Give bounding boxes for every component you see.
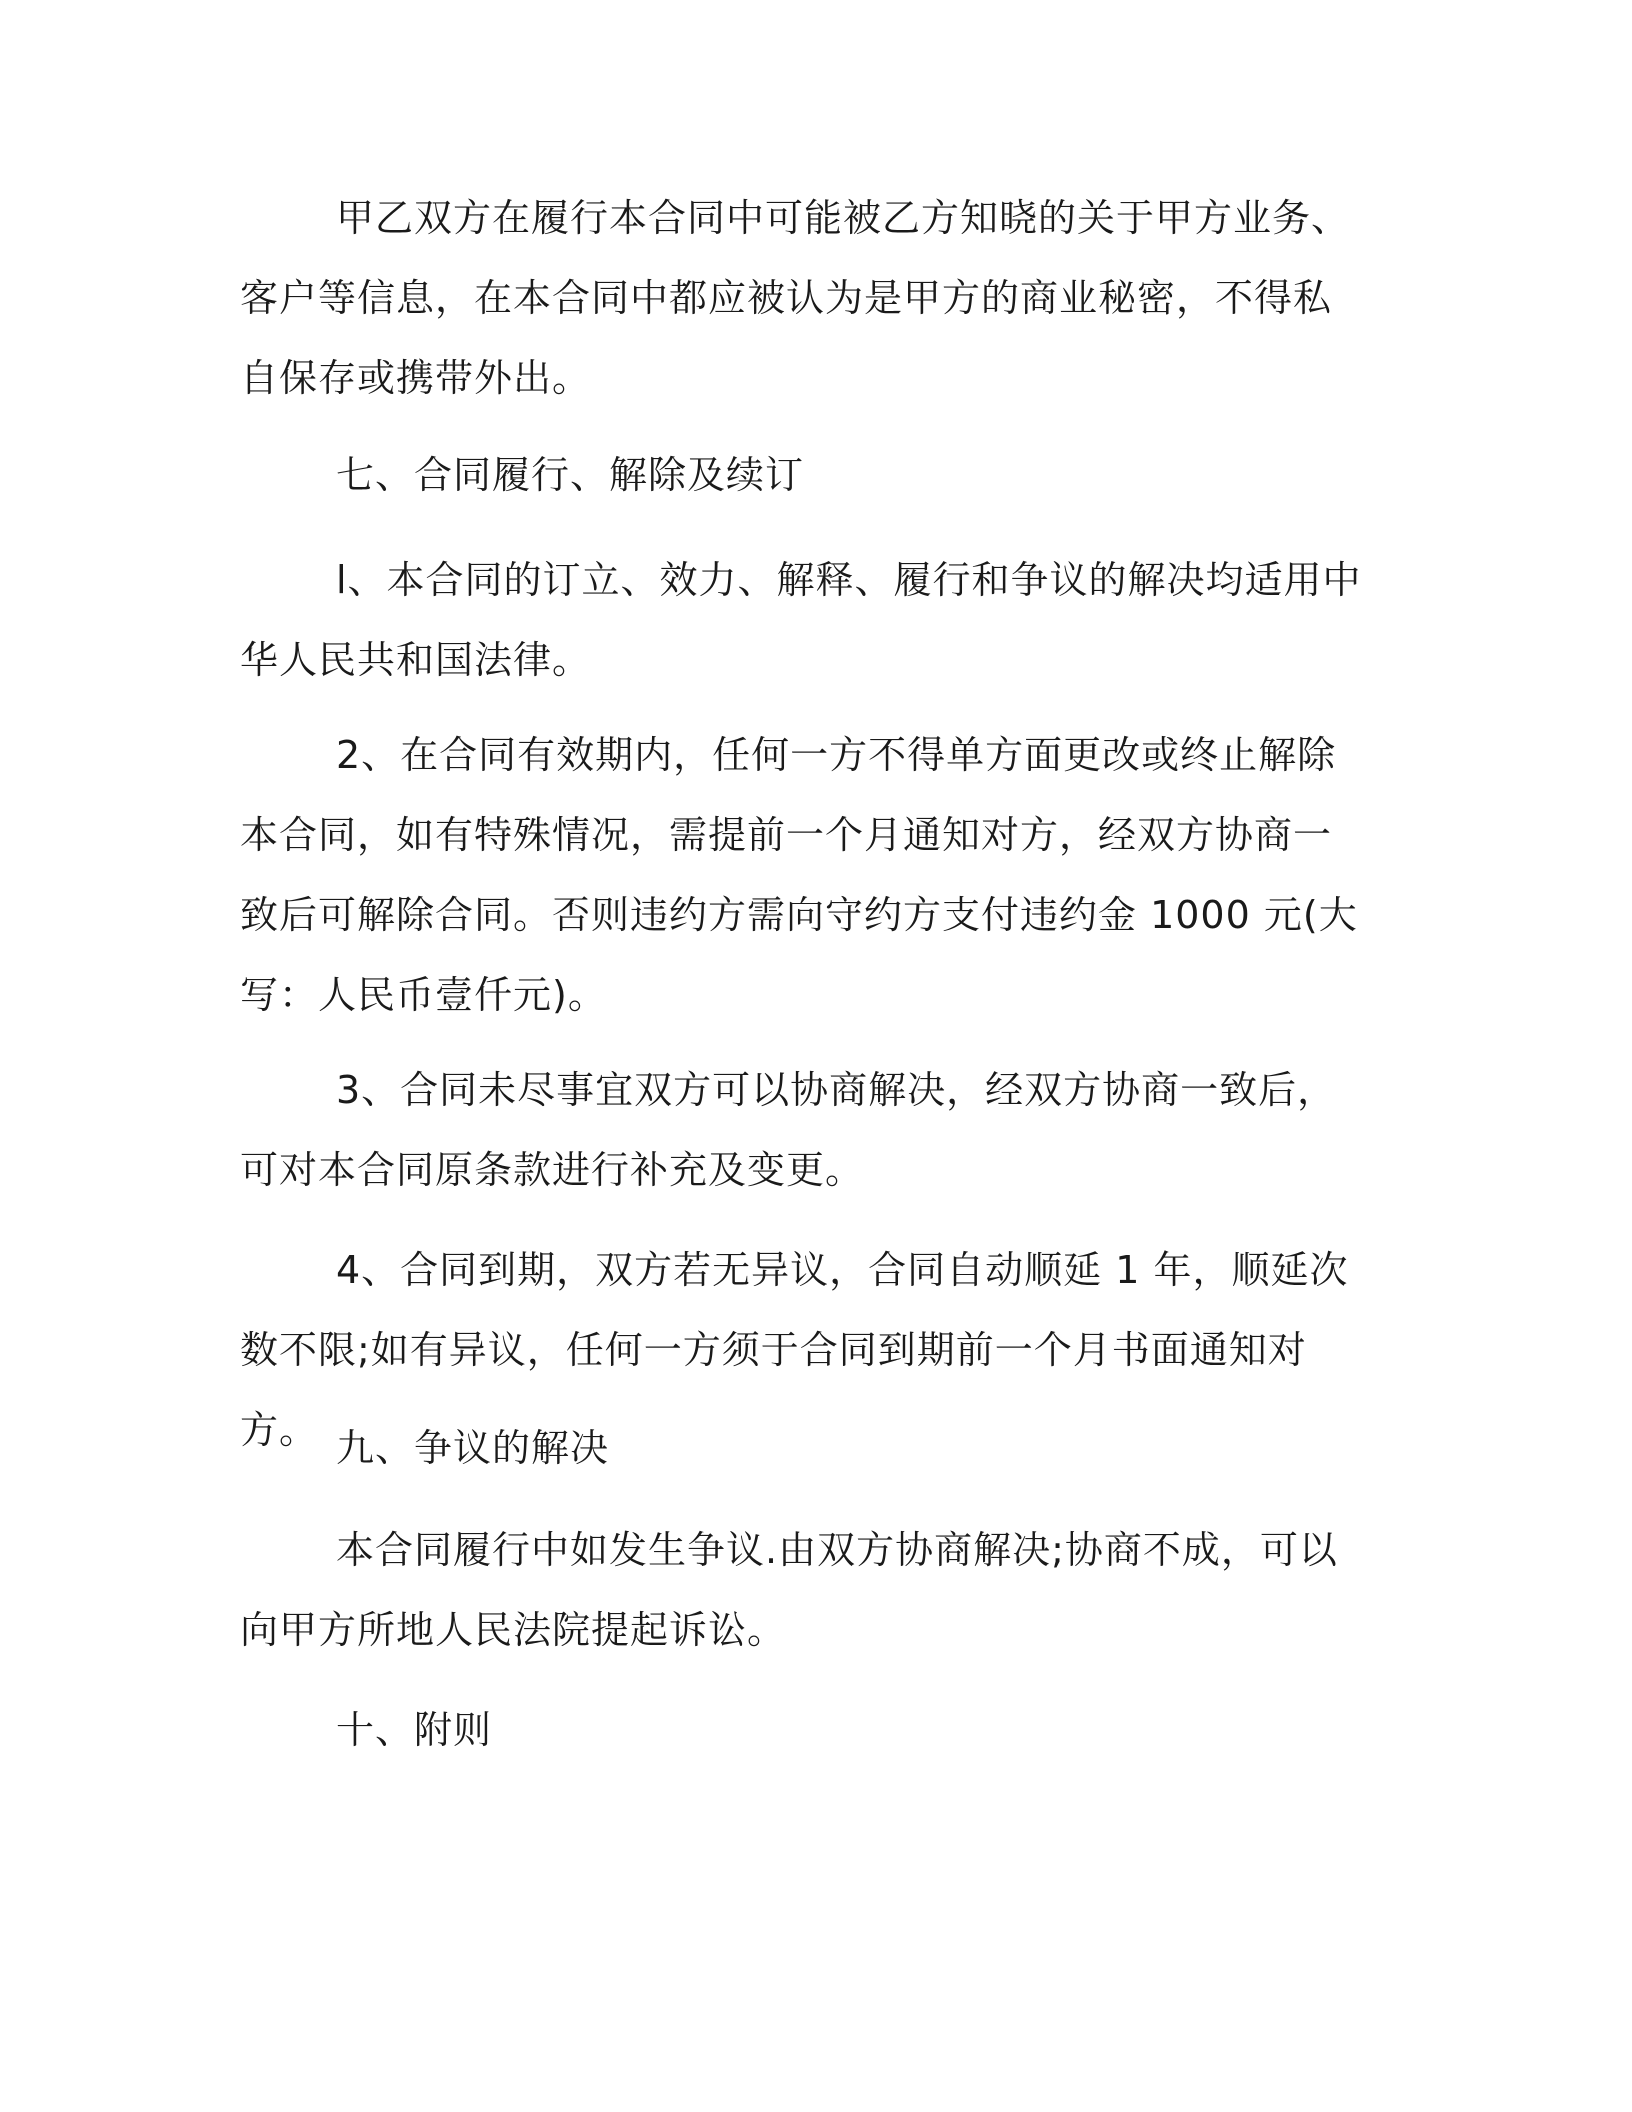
clause-3-amendment: 3、合同未尽事宜双方可以协商解决，经双方协商一致后，可对本合同原条款进行补充及变更。 [240, 1068, 1337, 1192]
section-heading-10: 十、附则 [336, 1708, 493, 1752]
clause-2-termination: 2、在合同有效期内，任何一方不得单方面更改或终止解除本合同，如有特殊情况，需提前一个月通知对方，经双方协商一致后可解除合同。否则违约方需向守约方支付违约金 1000 元(大写：人民币壹仟元)。 [240, 733, 1358, 1017]
section-heading-9: 九、争议的解决 [336, 1426, 610, 1470]
paragraph-dispute-resolution: 本合同履行中如发生争议.由双方协商解决;协商不成，可以向甲方所地人民法院提起诉讼。 [240, 1528, 1338, 1652]
clause-4-renewal: 4、合同到期，双方若无异议，合同自动顺延 1 年，顺延次数不限;如有异议，任何一方须于合同到期前一个月书面通知对方。 [240, 1248, 1349, 1452]
clause-1-governing-law: l、本合同的订立、效力、解释、履行和争议的解决均适用中华人民共和国法律。 [240, 558, 1362, 682]
section-heading-7: 七、合同履行、解除及续订 [336, 453, 805, 497]
paragraph-confidentiality: 甲乙双方在履行本合同中可能被乙方知晓的关于甲方业务、客户等信息，在本合同中都应被认为是甲方的商业秘密，不得私自保存或携带外出。 [240, 196, 1351, 400]
